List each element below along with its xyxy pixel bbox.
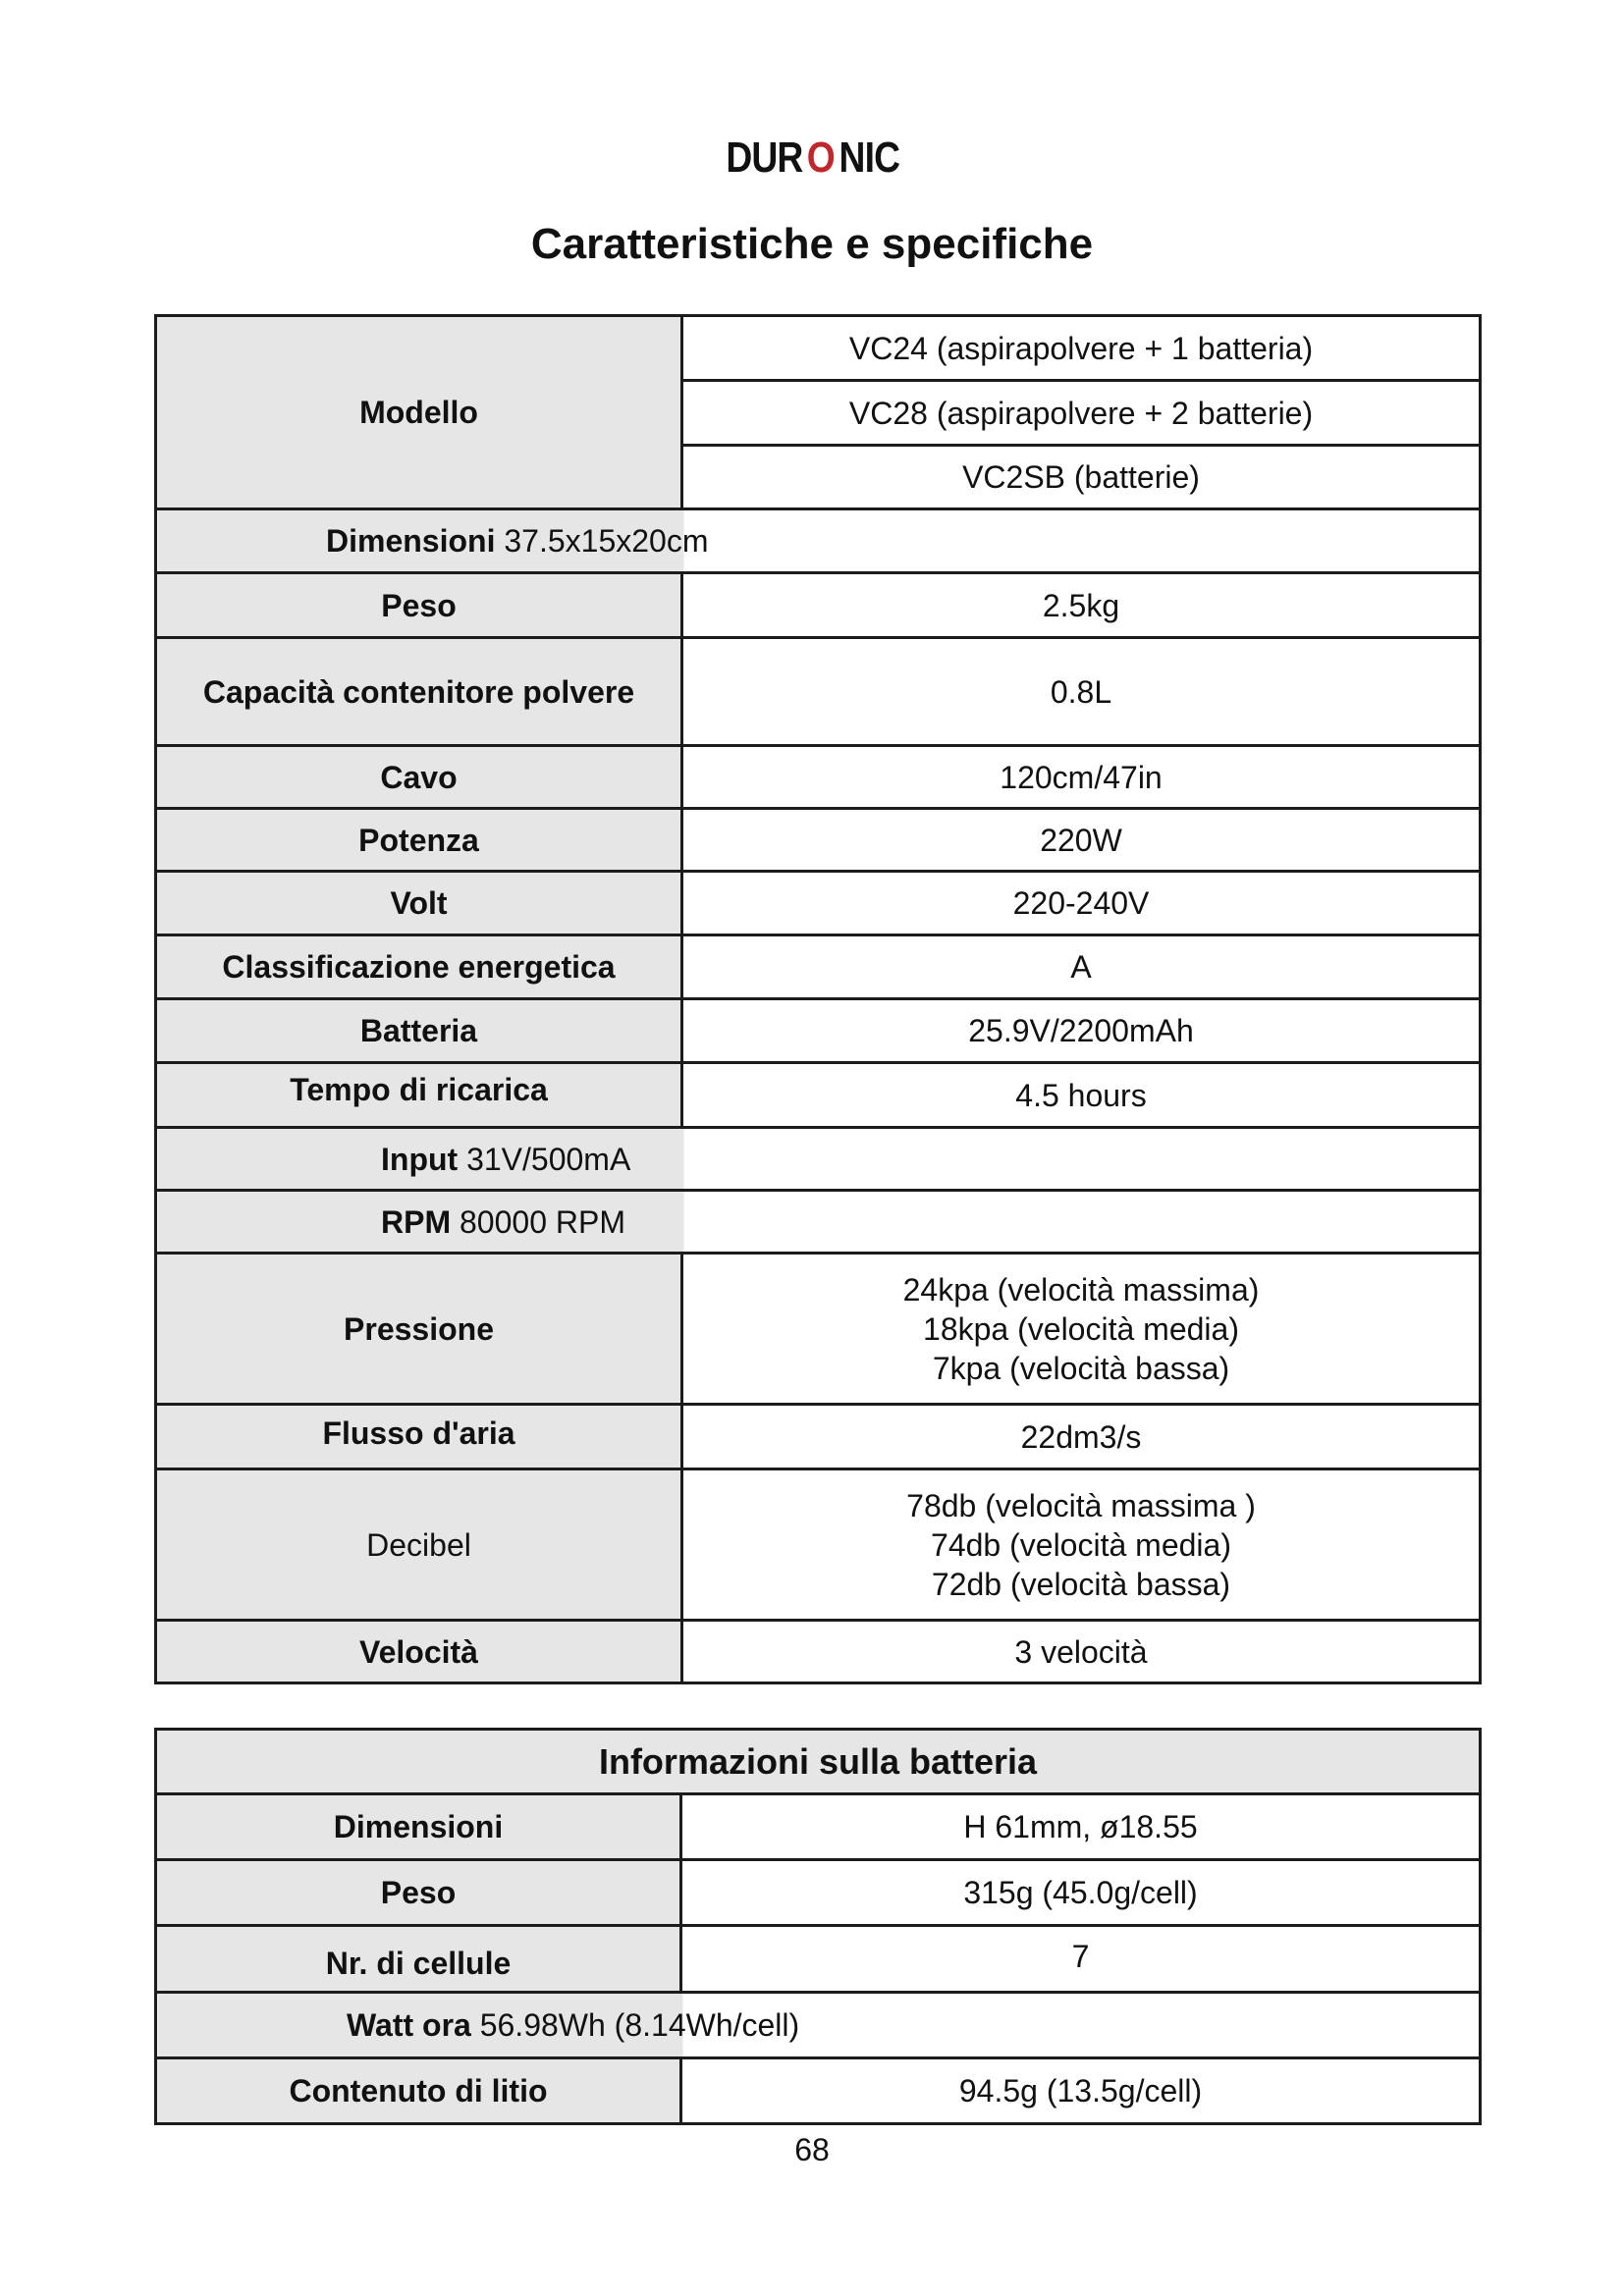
spec-value-dimensioni: 37.5x15x20cm (504, 523, 709, 559)
spec-row-rpm (156, 1191, 1481, 1254)
spec-label-cavo: Cavo (156, 746, 682, 809)
spec-row-input (156, 1128, 1481, 1191)
decibel-line-1: 78db (velocità massima ) (906, 1487, 1256, 1523)
spec-label-volt: Volt (156, 872, 682, 935)
battery-label-watt: Watt ora (347, 2007, 471, 2043)
pressione-line-2: 18kpa (velocità media) (923, 1310, 1239, 1347)
spec-value-capacita: 0.8L (682, 638, 1481, 746)
battery-value-dimensioni: H 61mm, ø18.55 (681, 1794, 1481, 1860)
spec-label-pressione: Pressione (156, 1254, 682, 1405)
spec-value-input: 31V/500mA (466, 1141, 631, 1177)
decibel-line-2: 74db (velocità media) (931, 1526, 1231, 1563)
spec-label-ricarica: Tempo di ricarica (156, 1063, 682, 1128)
battery-table (154, 1728, 1482, 2125)
spec-value-ricarica: 4.5 hours (682, 1063, 1481, 1128)
pressione-line-1: 24kpa (velocità massima) (902, 1271, 1260, 1308)
spec-row-dimensioni (156, 509, 1481, 573)
brand-logo (0, 133, 1624, 183)
spec-label-flusso: Flusso d'aria (156, 1405, 682, 1469)
page-number: 68 (794, 2132, 830, 2167)
spec-label-input: Input (381, 1141, 459, 1177)
battery-label-litio: Contenuto di litio (156, 2058, 681, 2124)
spec-label-batteria: Batteria (156, 999, 682, 1063)
logo-text-1: DUR (726, 133, 803, 182)
battery-label-dimensioni: Dimensioni (156, 1794, 681, 1860)
spec-label-classe: Classificazione energetica (156, 935, 682, 999)
spec-value-flusso: 22dm3/s (682, 1405, 1481, 1469)
spec-table (154, 314, 1482, 1684)
spec-label-peso: Peso (156, 573, 682, 638)
spec-value-velocita: 3 velocità (682, 1621, 1481, 1683)
spec-value-model-3: VC2SB (batterie) (682, 446, 1481, 509)
battery-header: Informazioni sulla batteria (156, 1730, 1481, 1794)
battery-value-peso: 315g (45.0g/cell) (681, 1860, 1481, 1926)
logo-text-2: NIC (838, 133, 899, 182)
battery-value-watt: 56.98Wh (8.14Wh/cell) (479, 2007, 800, 2043)
spec-label-rpm: RPM (381, 1203, 452, 1240)
spec-value-batteria: 25.9V/2200mAh (682, 999, 1481, 1063)
spec-label-potenza: Potenza (156, 809, 682, 872)
spec-value-model-2: VC28 (aspirapolvere + 2 batterie) (682, 381, 1481, 446)
spec-value-model-1: VC24 (aspirapolvere + 1 batteria) (682, 316, 1481, 381)
battery-value-litio: 94.5g (13.5g/cell) (681, 2058, 1481, 2124)
decibel-line-3: 72db (velocità bassa) (931, 1566, 1231, 1602)
spec-label-dimensioni: Dimensioni (326, 523, 496, 559)
spec-value-pressione (682, 1254, 1481, 1405)
spec-label-velocita: Velocità (156, 1621, 682, 1683)
spec-value-potenza: 220W (682, 809, 1481, 872)
page-title: Caratteristiche e specifiche (530, 220, 1094, 268)
spec-value-decibel (682, 1469, 1481, 1621)
spec-label-modello: Modello (156, 316, 682, 509)
spec-value-peso: 2.5kg (682, 573, 1481, 638)
spec-label-capacita: Capacità contenitore polvere (156, 638, 682, 746)
battery-label-peso: Peso (156, 1860, 681, 1926)
spec-value-cavo: 120cm/47in (682, 746, 1481, 809)
spec-value-volt: 220-240V (682, 872, 1481, 935)
pressione-line-3: 7kpa (velocità bassa) (932, 1350, 1230, 1386)
spec-label-decibel: Decibel (156, 1469, 682, 1621)
spec-value-classe: A (682, 935, 1481, 999)
battery-row-watt (156, 1993, 1481, 2058)
spec-value-rpm: 80000 RPM (460, 1203, 625, 1240)
battery-label-celle: Nr. di cellule (156, 1926, 681, 1993)
battery-value-celle: 7 (681, 1926, 1481, 1993)
logo-power-icon: O (806, 133, 836, 182)
